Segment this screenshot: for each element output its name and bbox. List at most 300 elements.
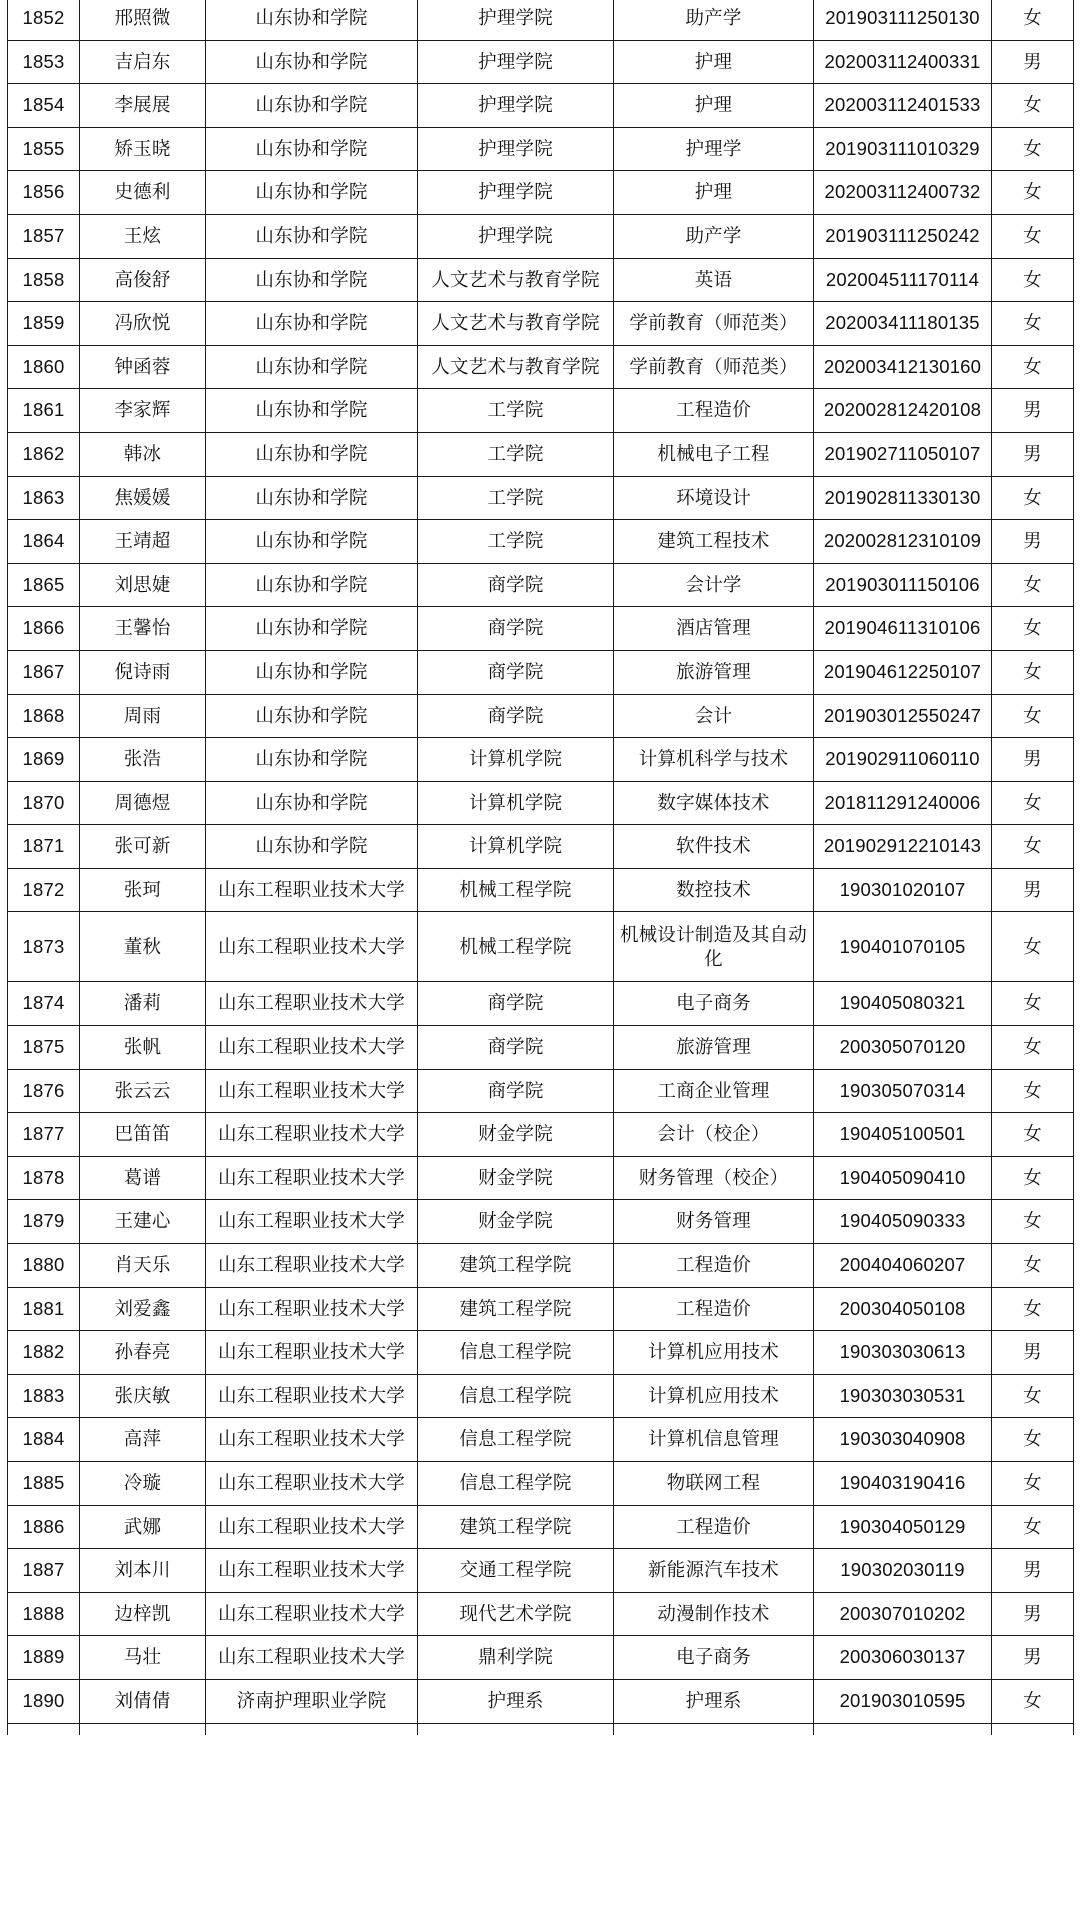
row-school: 山东工程职业技术大学 [206, 1200, 418, 1244]
table-row [8, 258, 1074, 302]
row-id-number: 202003112400732 [814, 171, 992, 215]
row-gender: 女 [992, 912, 1074, 982]
row-id-number: 202003112400331 [814, 40, 992, 84]
row-major: 数字媒体技术 [614, 781, 814, 825]
row-gender: 女 [992, 650, 1074, 694]
row-student-name: 冯欣悦 [80, 302, 206, 346]
table-row-clipped [8, 1723, 1074, 1735]
row-major: 计算机应用技术 [614, 1374, 814, 1418]
row-college: 商学院 [418, 982, 614, 1026]
row-sequence: 1860 [8, 345, 80, 389]
table-row [8, 476, 1074, 520]
row-major: 助产学 [614, 214, 814, 258]
row-gender: 女 [992, 607, 1074, 651]
row-student-name: 史德利 [80, 171, 206, 215]
row-school: 山东工程职业技术大学 [206, 1592, 418, 1636]
row-sequence: 1878 [8, 1156, 80, 1200]
row-school: 山东工程职业技术大学 [206, 1636, 418, 1680]
row-gender: 女 [992, 1505, 1074, 1549]
row-id-number: 190304050129 [814, 1505, 992, 1549]
row-school: 山东工程职业技术大学 [206, 1026, 418, 1070]
row-id-number: 201904612250107 [814, 650, 992, 694]
row-college: 护理学院 [418, 84, 614, 128]
row-id-number: 201903010595 [814, 1679, 992, 1723]
row-gender: 女 [992, 1418, 1074, 1462]
row-sequence: 1867 [8, 650, 80, 694]
row-college: 建筑工程学院 [418, 1287, 614, 1331]
row-college: 财金学院 [418, 1113, 614, 1157]
row-student-name: 武娜 [80, 1505, 206, 1549]
student-roster-table [7, 0, 1074, 1735]
row-id-number: 201902811330130 [814, 476, 992, 520]
row-college: 计算机学院 [418, 825, 614, 869]
row-major: 工程造价 [614, 1287, 814, 1331]
row-school: 山东协和学院 [206, 781, 418, 825]
table-row [8, 1462, 1074, 1506]
row-school: 山东协和学院 [206, 171, 418, 215]
row-major: 数控技术 [614, 868, 814, 912]
row-id-number: 190403190416 [814, 1462, 992, 1506]
row-college: 商学院 [418, 607, 614, 651]
row-gender: 男 [992, 40, 1074, 84]
row-college: 信息工程学院 [418, 1331, 614, 1375]
row-major: 助产学 [614, 0, 814, 40]
row-school: 山东工程职业技术大学 [206, 1113, 418, 1157]
row-college: 商学院 [418, 694, 614, 738]
row-major: 电子商务 [614, 982, 814, 1026]
row-id-number: 190401070105 [814, 912, 992, 982]
row-major: 工程造价 [614, 1244, 814, 1288]
row-id-number: 201902912210143 [814, 825, 992, 869]
row-student-name: 王建心 [80, 1200, 206, 1244]
row-major: 会计学 [614, 563, 814, 607]
row-college: 信息工程学院 [418, 1462, 614, 1506]
table-row [8, 1505, 1074, 1549]
row-major: 会计（校企） [614, 1113, 814, 1157]
row-sequence: 1854 [8, 84, 80, 128]
table-row [8, 1026, 1074, 1070]
row-school: 山东协和学院 [206, 127, 418, 171]
row-student-name: 边梓凯 [80, 1592, 206, 1636]
row-school: 山东工程职业技术大学 [206, 982, 418, 1026]
row-school: 山东协和学院 [206, 563, 418, 607]
row-gender: 男 [992, 1636, 1074, 1680]
row-school: 山东协和学院 [206, 84, 418, 128]
row-sequence: 1859 [8, 302, 80, 346]
row-school: 山东工程职业技术大学 [206, 912, 418, 982]
row-major: 旅游管理 [614, 650, 814, 694]
row-major: 工程造价 [614, 389, 814, 433]
row-gender: 男 [992, 520, 1074, 564]
row-student-name: 张可新 [80, 825, 206, 869]
row-major: 电子商务 [614, 1636, 814, 1680]
row-id-number: 190405090333 [814, 1200, 992, 1244]
row-major: 机械设计制造及其自动化 [614, 912, 814, 982]
row-school: 山东协和学院 [206, 825, 418, 869]
row-id-number: 201902911060110 [814, 738, 992, 782]
row-major: 护理 [614, 84, 814, 128]
row-gender: 女 [992, 1069, 1074, 1113]
table-row [8, 1418, 1074, 1462]
row-id-number: 190302030119 [814, 1549, 992, 1593]
row-major: 新能源汽车技术 [614, 1549, 814, 1593]
row-id-number: 202004511170114 [814, 258, 992, 302]
row-school: 山东工程职业技术大学 [206, 1069, 418, 1113]
row-gender: 女 [992, 694, 1074, 738]
row-sequence: 1863 [8, 476, 80, 520]
row-gender: 女 [992, 214, 1074, 258]
row-college: 护理系 [418, 1679, 614, 1723]
row-id-number: 202003112401533 [814, 84, 992, 128]
row-student-name: 矫玉晓 [80, 127, 206, 171]
row-major: 学前教育（师范类） [614, 302, 814, 346]
row-student-name: 葛谱 [80, 1156, 206, 1200]
row-school: 山东工程职业技术大学 [206, 868, 418, 912]
row-student-name: 肖天乐 [80, 1244, 206, 1288]
row-sequence: 1869 [8, 738, 80, 782]
row-major: 工商企业管理 [614, 1069, 814, 1113]
row-college: 财金学院 [418, 1200, 614, 1244]
row-gender: 女 [992, 84, 1074, 128]
row-id-number: 200306030137 [814, 1636, 992, 1680]
row-major: 护理 [614, 40, 814, 84]
table-row [8, 432, 1074, 476]
row-gender: 女 [992, 1462, 1074, 1506]
row-student-name: 焦媛媛 [80, 476, 206, 520]
table-row [8, 345, 1074, 389]
row-gender: 女 [992, 0, 1074, 40]
row-gender: 男 [992, 1549, 1074, 1593]
table-row [8, 0, 1074, 40]
row-gender: 女 [992, 476, 1074, 520]
row-school: 山东工程职业技术大学 [206, 1244, 418, 1288]
row-sequence: 1865 [8, 563, 80, 607]
row-major: 护理系 [614, 1679, 814, 1723]
row-student-name: 刘本川 [80, 1549, 206, 1593]
row-college: 人文艺术与教育学院 [418, 345, 614, 389]
row-school: 山东工程职业技术大学 [206, 1374, 418, 1418]
row-student-name: 刘爱鑫 [80, 1287, 206, 1331]
row-id-number: 190405080321 [814, 982, 992, 1026]
row-school: 山东协和学院 [206, 258, 418, 302]
row-sequence: 1853 [8, 40, 80, 84]
row-id-number: 201904611310106 [814, 607, 992, 651]
row-major: 会计 [614, 694, 814, 738]
table-row [8, 781, 1074, 825]
row-sequence: 1881 [8, 1287, 80, 1331]
row-student-name: 张珂 [80, 868, 206, 912]
row-student-name: 张浩 [80, 738, 206, 782]
table-row [8, 1549, 1074, 1593]
row-id-number: 200404060207 [814, 1244, 992, 1288]
row-school: 山东协和学院 [206, 0, 418, 40]
row-major: 财务管理（校企） [614, 1156, 814, 1200]
row-gender: 女 [992, 1679, 1074, 1723]
row-sequence: 1884 [8, 1418, 80, 1462]
row-college: 财金学院 [418, 1156, 614, 1200]
row-id-number: 201903012550247 [814, 694, 992, 738]
row-major: 工程造价 [614, 1505, 814, 1549]
row-sequence: 1879 [8, 1200, 80, 1244]
row-gender: 女 [992, 1244, 1074, 1288]
row-student-name: 李家辉 [80, 389, 206, 433]
roster-body [8, 0, 1074, 1735]
row-major: 建筑工程技术 [614, 520, 814, 564]
table-row [8, 607, 1074, 651]
row-college: 计算机学院 [418, 738, 614, 782]
row-college: 鼎利学院 [418, 1636, 614, 1680]
row-student-name: 韩冰 [80, 432, 206, 476]
row-id-number: 201903111250242 [814, 214, 992, 258]
row-gender: 男 [992, 389, 1074, 433]
row-id-number: 190303030613 [814, 1331, 992, 1375]
row-college: 护理学院 [418, 40, 614, 84]
row-sequence: 1864 [8, 520, 80, 564]
row-school: 山东工程职业技术大学 [206, 1156, 418, 1200]
row-sequence-clipped [8, 1723, 80, 1735]
row-sequence: 1875 [8, 1026, 80, 1070]
row-school: 山东协和学院 [206, 520, 418, 564]
row-sequence: 1856 [8, 171, 80, 215]
row-id-number: 202003412130160 [814, 345, 992, 389]
row-id-number: 202003411180135 [814, 302, 992, 346]
table-row [8, 1636, 1074, 1680]
row-major: 护理 [614, 171, 814, 215]
row-id-number: 190303040908 [814, 1418, 992, 1462]
row-sequence: 1857 [8, 214, 80, 258]
row-school: 山东协和学院 [206, 302, 418, 346]
row-gender-clipped [992, 1723, 1074, 1735]
row-major: 酒店管理 [614, 607, 814, 651]
table-row [8, 389, 1074, 433]
table-row [8, 1069, 1074, 1113]
row-major: 计算机信息管理 [614, 1418, 814, 1462]
row-school: 山东协和学院 [206, 476, 418, 520]
row-school-clipped [206, 1723, 418, 1735]
row-school: 山东工程职业技术大学 [206, 1505, 418, 1549]
row-major: 学前教育（师范类） [614, 345, 814, 389]
row-gender: 女 [992, 563, 1074, 607]
row-sequence: 1877 [8, 1113, 80, 1157]
row-college: 商学院 [418, 563, 614, 607]
row-sequence: 1880 [8, 1244, 80, 1288]
row-college: 商学院 [418, 1026, 614, 1070]
row-college: 商学院 [418, 1069, 614, 1113]
row-id-number: 190405090410 [814, 1156, 992, 1200]
table-row [8, 650, 1074, 694]
row-college: 信息工程学院 [418, 1418, 614, 1462]
row-id-number: 201903111010329 [814, 127, 992, 171]
row-sequence: 1868 [8, 694, 80, 738]
table-row [8, 40, 1074, 84]
row-school: 山东协和学院 [206, 432, 418, 476]
row-sequence: 1876 [8, 1069, 80, 1113]
row-student-name: 冷璇 [80, 1462, 206, 1506]
row-school: 山东工程职业技术大学 [206, 1462, 418, 1506]
row-sequence: 1872 [8, 868, 80, 912]
row-major: 环境设计 [614, 476, 814, 520]
table-row [8, 982, 1074, 1026]
row-college: 护理学院 [418, 0, 614, 40]
row-sequence: 1887 [8, 1549, 80, 1593]
row-sequence: 1855 [8, 127, 80, 171]
row-sequence: 1874 [8, 982, 80, 1026]
row-sequence: 1852 [8, 0, 80, 40]
row-major: 计算机科学与技术 [614, 738, 814, 782]
row-gender: 女 [992, 1113, 1074, 1157]
row-college: 工学院 [418, 432, 614, 476]
row-id-number: 190303030531 [814, 1374, 992, 1418]
row-gender: 男 [992, 738, 1074, 782]
row-major: 动漫制作技术 [614, 1592, 814, 1636]
row-college: 工学院 [418, 520, 614, 564]
table-row [8, 1374, 1074, 1418]
row-gender: 女 [992, 302, 1074, 346]
row-student-name: 高萍 [80, 1418, 206, 1462]
row-school: 山东协和学院 [206, 607, 418, 651]
table-row [8, 912, 1074, 982]
row-student-name: 张帆 [80, 1026, 206, 1070]
table-row [8, 694, 1074, 738]
table-row [8, 1287, 1074, 1331]
row-id-number: 200307010202 [814, 1592, 992, 1636]
row-id-number-clipped [814, 1723, 992, 1735]
row-student-name: 马壮 [80, 1636, 206, 1680]
row-gender: 女 [992, 781, 1074, 825]
row-student-name: 王靖超 [80, 520, 206, 564]
table-row [8, 738, 1074, 782]
row-major: 财务管理 [614, 1200, 814, 1244]
row-school: 山东协和学院 [206, 694, 418, 738]
row-gender: 女 [992, 1287, 1074, 1331]
row-student-name: 王馨怡 [80, 607, 206, 651]
row-sequence: 1889 [8, 1636, 80, 1680]
row-school: 山东工程职业技术大学 [206, 1418, 418, 1462]
row-sequence: 1873 [8, 912, 80, 982]
row-college: 护理学院 [418, 171, 614, 215]
row-sequence: 1885 [8, 1462, 80, 1506]
table-row [8, 1200, 1074, 1244]
row-school: 山东工程职业技术大学 [206, 1331, 418, 1375]
row-school: 山东协和学院 [206, 650, 418, 694]
row-college: 机械工程学院 [418, 912, 614, 982]
row-major: 物联网工程 [614, 1462, 814, 1506]
row-gender: 女 [992, 258, 1074, 302]
row-sequence: 1870 [8, 781, 80, 825]
row-id-number: 201811291240006 [814, 781, 992, 825]
row-college: 计算机学院 [418, 781, 614, 825]
row-id-number: 202002812310109 [814, 520, 992, 564]
row-student-name: 潘莉 [80, 982, 206, 1026]
row-gender: 女 [992, 1200, 1074, 1244]
row-student-name: 周雨 [80, 694, 206, 738]
row-school: 山东协和学院 [206, 345, 418, 389]
table-row [8, 868, 1074, 912]
row-student-name: 周德煜 [80, 781, 206, 825]
row-student-name: 李展展 [80, 84, 206, 128]
row-gender: 女 [992, 345, 1074, 389]
table-row [8, 214, 1074, 258]
row-gender: 女 [992, 1026, 1074, 1070]
row-college-clipped [418, 1723, 614, 1735]
row-gender: 女 [992, 1156, 1074, 1200]
row-college: 商学院 [418, 650, 614, 694]
row-id-number: 201903011150106 [814, 563, 992, 607]
table-row [8, 84, 1074, 128]
row-gender: 男 [992, 1331, 1074, 1375]
row-college: 工学院 [418, 389, 614, 433]
row-school: 山东协和学院 [206, 40, 418, 84]
row-student-name: 倪诗雨 [80, 650, 206, 694]
row-college: 信息工程学院 [418, 1374, 614, 1418]
row-sequence: 1890 [8, 1679, 80, 1723]
row-major: 旅游管理 [614, 1026, 814, 1070]
row-college: 交通工程学院 [418, 1549, 614, 1593]
row-gender: 男 [992, 1592, 1074, 1636]
table-row [8, 825, 1074, 869]
row-id-number: 190301020107 [814, 868, 992, 912]
row-college: 护理学院 [418, 127, 614, 171]
row-student-name: 钟函蓉 [80, 345, 206, 389]
row-college: 人文艺术与教育学院 [418, 302, 614, 346]
row-id-number: 190405100501 [814, 1113, 992, 1157]
table-row [8, 1679, 1074, 1723]
row-college: 建筑工程学院 [418, 1505, 614, 1549]
row-student-name: 王炫 [80, 214, 206, 258]
row-student-name: 刘思婕 [80, 563, 206, 607]
row-student-name-clipped [80, 1723, 206, 1735]
row-gender: 男 [992, 868, 1074, 912]
table-row [8, 171, 1074, 215]
row-sequence: 1861 [8, 389, 80, 433]
row-sequence: 1886 [8, 1505, 80, 1549]
row-id-number: 202002812420108 [814, 389, 992, 433]
row-school: 山东协和学院 [206, 389, 418, 433]
row-college: 机械工程学院 [418, 868, 614, 912]
row-student-name: 高俊舒 [80, 258, 206, 302]
row-gender: 女 [992, 825, 1074, 869]
row-sequence: 1858 [8, 258, 80, 302]
row-school: 山东工程职业技术大学 [206, 1287, 418, 1331]
row-gender: 女 [992, 1374, 1074, 1418]
row-sequence: 1882 [8, 1331, 80, 1375]
row-college: 护理学院 [418, 214, 614, 258]
row-major: 计算机应用技术 [614, 1331, 814, 1375]
row-id-number: 201902711050107 [814, 432, 992, 476]
table-row [8, 1592, 1074, 1636]
row-college: 人文艺术与教育学院 [418, 258, 614, 302]
row-college: 建筑工程学院 [418, 1244, 614, 1288]
row-school: 济南护理职业学院 [206, 1679, 418, 1723]
row-school: 山东协和学院 [206, 738, 418, 782]
row-gender: 男 [992, 432, 1074, 476]
row-student-name: 董秋 [80, 912, 206, 982]
row-student-name: 巴笛笛 [80, 1113, 206, 1157]
row-sequence: 1862 [8, 432, 80, 476]
row-college: 工学院 [418, 476, 614, 520]
row-school: 山东工程职业技术大学 [206, 1549, 418, 1593]
row-sequence: 1883 [8, 1374, 80, 1418]
row-major: 机械电子工程 [614, 432, 814, 476]
row-student-name: 张云云 [80, 1069, 206, 1113]
row-major: 护理学 [614, 127, 814, 171]
row-id-number: 201903111250130 [814, 0, 992, 40]
table-row [8, 520, 1074, 564]
row-major-clipped [614, 1723, 814, 1735]
table-row [8, 127, 1074, 171]
row-id-number: 200305070120 [814, 1026, 992, 1070]
row-gender: 女 [992, 171, 1074, 215]
